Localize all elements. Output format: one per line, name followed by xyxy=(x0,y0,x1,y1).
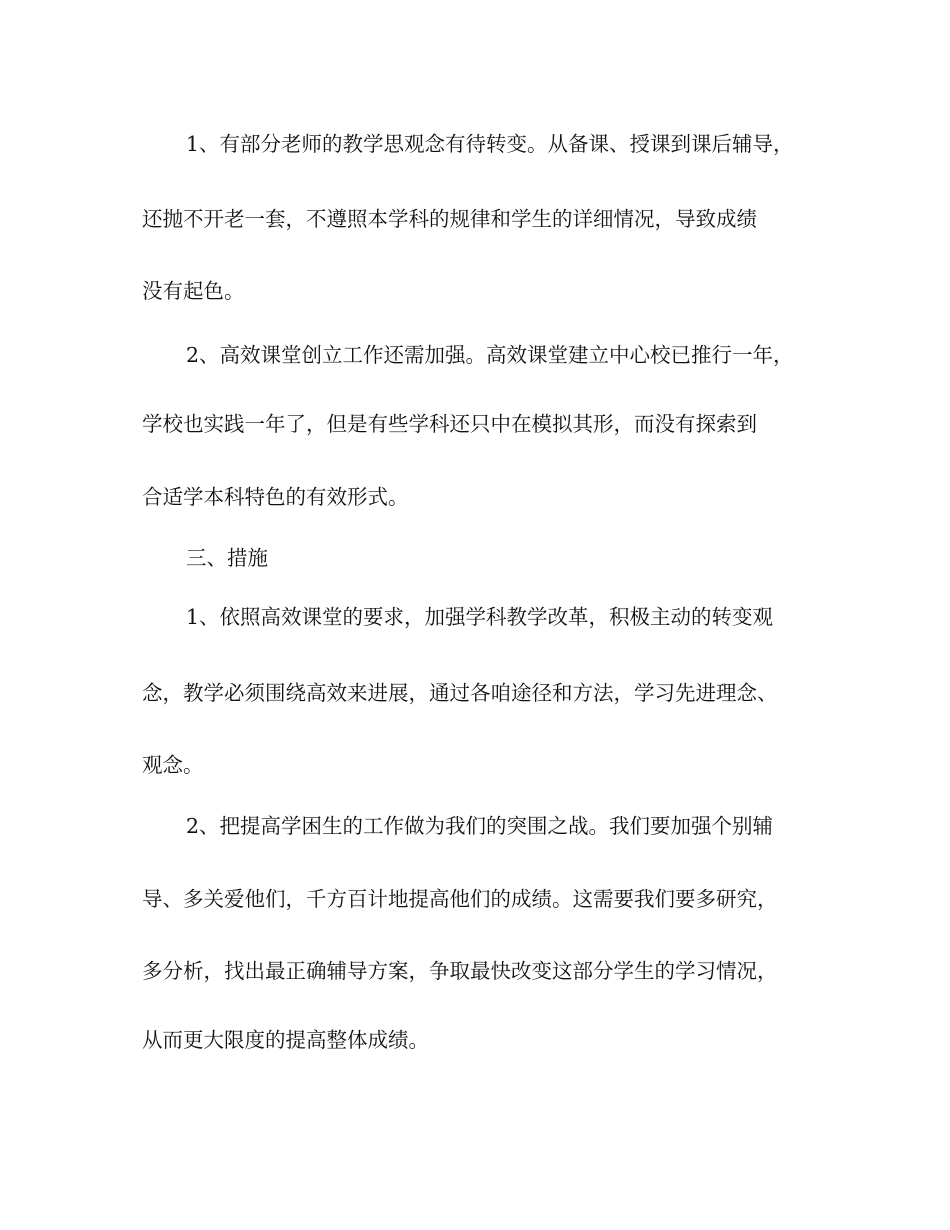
paragraph-4-line-1: 2、把提高学困生的工作做为我们的突围之战。我们要加强个别辅 xyxy=(186,814,774,838)
paragraph-4-line-3: 多分析，找出最正确辅导方案，争取最快改变这部分学生的学习情况， xyxy=(142,959,778,983)
paragraph-3-line-1: 1、依照高效课堂的要求，加强学科教学改革，积极主动的转变观 xyxy=(186,605,774,629)
paragraph-3-line-3: 观念。 xyxy=(142,753,204,777)
paragraph-4-line-4: 从而更大限度的提高整体成绩。 xyxy=(142,1028,429,1052)
paragraph-1-line-2: 还抛不开老一套，不遵照本学科的规律和学生的详细情况，导致成绩 xyxy=(142,207,757,231)
paragraph-2-line-3: 合适学本科特色的有效形式。 xyxy=(142,485,409,509)
paragraph-1-line-3: 没有起色。 xyxy=(142,279,245,303)
paragraph-1-line-1: 1、有部分老师的教学思观念有待转变。从备课、授课到课后辅导， xyxy=(186,132,794,156)
paragraph-4-line-2: 导、多关爱他们，千方百计地提高他们的成绩。这需要我们要多研究， xyxy=(142,887,778,911)
paragraph-2-line-2: 学校也实践一年了，但是有些学科还只中在模拟其形，而没有探索到 xyxy=(142,412,757,436)
paragraph-2-line-1: 2、高效课堂创立工作还需加强。高效课堂建立中心校已推行一年， xyxy=(186,343,794,367)
paragraph-3-line-2: 念，教学必须围绕高效来进展，通过各咱途径和方法，学习先进理念、 xyxy=(142,681,778,705)
section-heading-measures: 三、措施 xyxy=(186,546,268,570)
